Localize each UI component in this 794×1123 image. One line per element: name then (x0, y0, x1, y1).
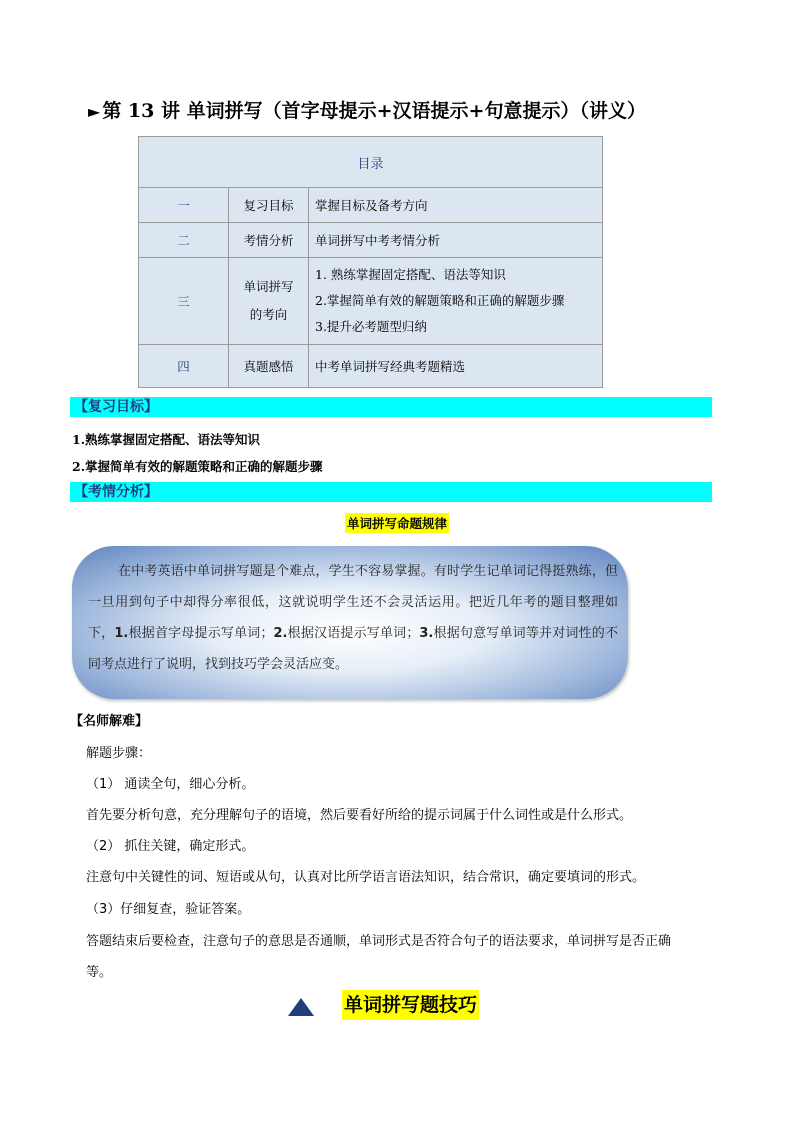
section-bar-review-goals (70, 397, 712, 417)
toc-row-content: 中考单词拼写经典考题精选 (309, 345, 603, 388)
toc-heading: 目录 (139, 137, 603, 188)
tip-line: 首先要分析句意，充分理解句子的语境，然后要看好所给的提示词属于什么词性或是什么形式。 (86, 808, 633, 823)
toc-row-category: 复习目标 (229, 188, 309, 223)
bubble-text-part: 在中考英语中单词拼写题是个难点，学生不容易掌握。有时学生记单词记得挺熟练，但一旦用到句子中却得分率很低，这就说明学生还不会灵活运用。把近几年考的题目整理如下， (88, 564, 618, 641)
techniques-heading (0, 990, 794, 1022)
bubble-text-part: 根据句意写单词等并对词性的不同考点进行了说明，找到技巧学会灵活应变。 (88, 626, 618, 672)
subtitle-wrap (0, 513, 794, 533)
info-bubble-text (88, 556, 618, 680)
tip-line: （2） 抓住关键，确定形式。 (86, 839, 255, 854)
techniques-label: 单词拼写题技巧 (342, 990, 479, 1020)
toc-category-line: 单词拼写 (243, 279, 294, 294)
toc-content-line: 2.掌握简单有效的解题策略和正确的解题步骤 (315, 293, 565, 308)
goal-item: 1.熟练掌握固定搭配、语法等知识 (72, 432, 261, 447)
subtitle-highlight: 单词拼写命题规律 (345, 513, 449, 533)
page-title (88, 96, 728, 123)
toc-category-line: 的考向 (249, 307, 288, 322)
bubble-text-part: 根据汉语提示写单词； (287, 626, 420, 641)
bubble-bold-num: 1. (114, 626, 129, 641)
bubble-bold-num: 2. (273, 626, 288, 641)
toc-row-content: 掌握目标及备考方向 (309, 188, 603, 223)
toc-content-line: 1. 熟练掌握固定搭配、语法等知识 (315, 267, 506, 282)
tip-line: 等。 (86, 965, 113, 980)
bubble-bold-num: 3. (419, 626, 434, 641)
toc-content-line: 3.提升必考题型归纳 (315, 319, 427, 334)
tip-line: （1） 通读全句，细心分析。 (86, 777, 255, 792)
goal-item: 2.掌握简单有效的解题策略和正确的解题步骤 (72, 459, 323, 474)
triangle-icon (288, 998, 314, 1016)
toc-row-category (229, 258, 309, 345)
tip-line: （3）仔细复查，验证答案。 (86, 902, 251, 917)
toc-table (138, 136, 603, 388)
toc-row-content (309, 258, 603, 345)
section-label-master-tips: 【名师解难】 (70, 714, 149, 729)
tip-line: 答题结束后要检查，注意句子的意思是否通顺，单词形式是否符合句子的语法要求，单词拼写是否正确 (86, 934, 672, 949)
tip-line: 解题步骤： (86, 746, 152, 761)
toc-row-num: 二 (139, 223, 229, 258)
section-label: 【考情分析】 (74, 484, 158, 500)
info-bubble (72, 546, 628, 699)
bubble-text-part: 根据首字母提示写单词； (128, 626, 274, 641)
section-bar-exam-analysis (70, 482, 712, 502)
toc-row-category: 真题感悟 (229, 345, 309, 388)
section-label: 【复习目标】 (74, 399, 158, 415)
toc-row-num: 四 (139, 345, 229, 388)
triangle-right-icon: ► (88, 102, 101, 121)
toc-row-category: 考情分析 (229, 223, 309, 258)
toc-row-num: 一 (139, 188, 229, 223)
tip-line: 注意句中关键性的词、短语或从句，认真对比所学语言语法知识，结合常识，确定要填词的形式。 (86, 870, 646, 885)
toc-row-num: 三 (139, 258, 229, 345)
toc-row-content: 单词拼写中考考情分析 (309, 223, 603, 258)
page-title-text: 第 13 讲 单词拼写（首字母提示+汉语提示+句意提示）（讲义） (102, 100, 646, 122)
